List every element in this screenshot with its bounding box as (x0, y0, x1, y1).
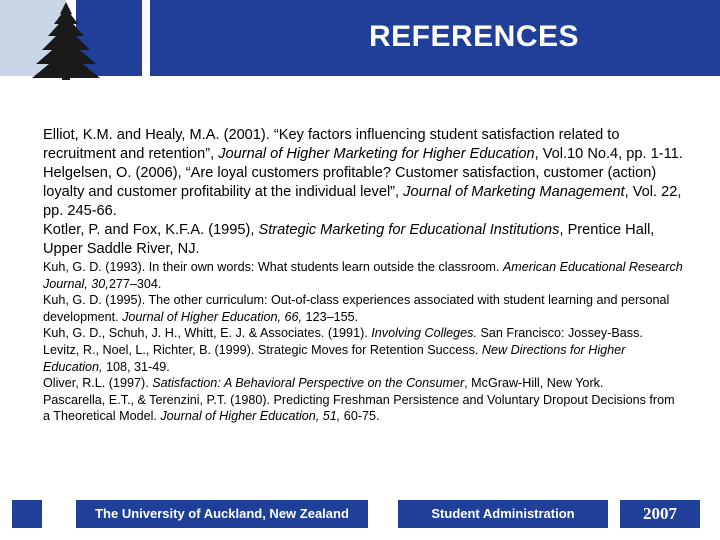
reference-text: 123–155. (302, 309, 359, 324)
reference-text: Pascarella, E.T., & Terenzini, P.T. (1980). Predicting Freshman Persistence and Voluntary Dropout Decisions from a Theoretical Model. (43, 392, 675, 424)
reference-entry (43, 126, 683, 164)
reference-text: 108, 31-49. (102, 359, 170, 374)
reference-entry (43, 221, 683, 259)
reference-text: 277–304. (108, 276, 162, 291)
reference-title: Journal of Higher Education, 51, (160, 409, 341, 424)
reference-text: , McGraw-Hill, New York. (464, 376, 604, 391)
reference-text: Kuh, G. D. (1995). The other curriculum: Out-of-class experiences associated with student learning and personal development. (43, 293, 670, 324)
reference-entry (43, 164, 683, 221)
reference-text: Kuh, G. D., Schuh, J. H., Whitt, E. J. & Associates. (1991). (43, 326, 372, 341)
reference-title: Satisfaction: A Behavioral Perspective on the Consumer (152, 376, 465, 391)
reference-text: Kotler, P. and Fox, K.F.A. (1995), (43, 222, 259, 238)
reference-entry (43, 325, 683, 342)
reference-text: San Francisco: Jossey-Bass. (476, 326, 643, 341)
reference-title: American Educational Research Journal, 30, (43, 260, 683, 291)
reference-title: Journal of Higher Education, 66, (122, 309, 303, 324)
reference-title: Journal of Marketing Management (403, 184, 625, 200)
reference-title: Strategic Marketing for Educational Institutions (258, 222, 560, 238)
footer-band (0, 500, 720, 534)
pine-tree-icon (4, 0, 104, 80)
footer-year-box (620, 500, 700, 528)
page-title: REFERENCES (368, 20, 580, 53)
reference-text: , Prentice Hall, Upper Saddle River, NJ. (43, 222, 655, 257)
reference-entry (43, 392, 683, 425)
footer-department-box (398, 500, 608, 528)
reference-entry (43, 342, 683, 375)
footer-tile (12, 500, 42, 528)
header-band (0, 0, 720, 80)
footer-department: Student Administration (431, 506, 575, 521)
reference-text: 60-75. (340, 409, 380, 424)
header-right-strip (708, 0, 720, 76)
reference-entry (43, 292, 683, 325)
reference-entry (43, 375, 683, 392)
title-box (240, 0, 708, 76)
reference-text: , Vol.10 No.4, pp. 1-11. (534, 146, 683, 162)
reference-list (43, 126, 683, 425)
footer-university-box (76, 500, 368, 528)
reference-text: , Vol. 22, pp. 245-66. (43, 184, 682, 219)
footer-university: The University of Auckland, New Zealand (95, 506, 349, 521)
footer-year: 2007 (643, 504, 677, 523)
reference-title: Journal of Higher Marketing for Higher Education (218, 146, 535, 162)
reference-entry (43, 259, 683, 292)
reference-text: Elliot, K.M. and Healy, M.A. (2001). “Key factors influencing student satisfaction related to recruitment and retention”, (43, 127, 620, 162)
reference-text: Kuh, G. D. (1993). In their own words: What students learn outside the classroom. (43, 260, 503, 274)
reference-text: Helgelsen, O. (2006), “Are loyal customers profitable? Customer satisfaction, customer (action) loyalty and customer profitability at the individual level”, (43, 165, 657, 200)
header-tile (150, 0, 240, 76)
reference-text: Levitz, R., Noel, L., Richter, B. (1999). Strategic Moves for Retention Success. (43, 342, 482, 357)
reference-title: Involving Colleges. (371, 326, 477, 341)
reference-title: New Directions for Higher Education, (43, 342, 626, 374)
reference-text: Oliver, R.L. (1997). (43, 376, 153, 391)
